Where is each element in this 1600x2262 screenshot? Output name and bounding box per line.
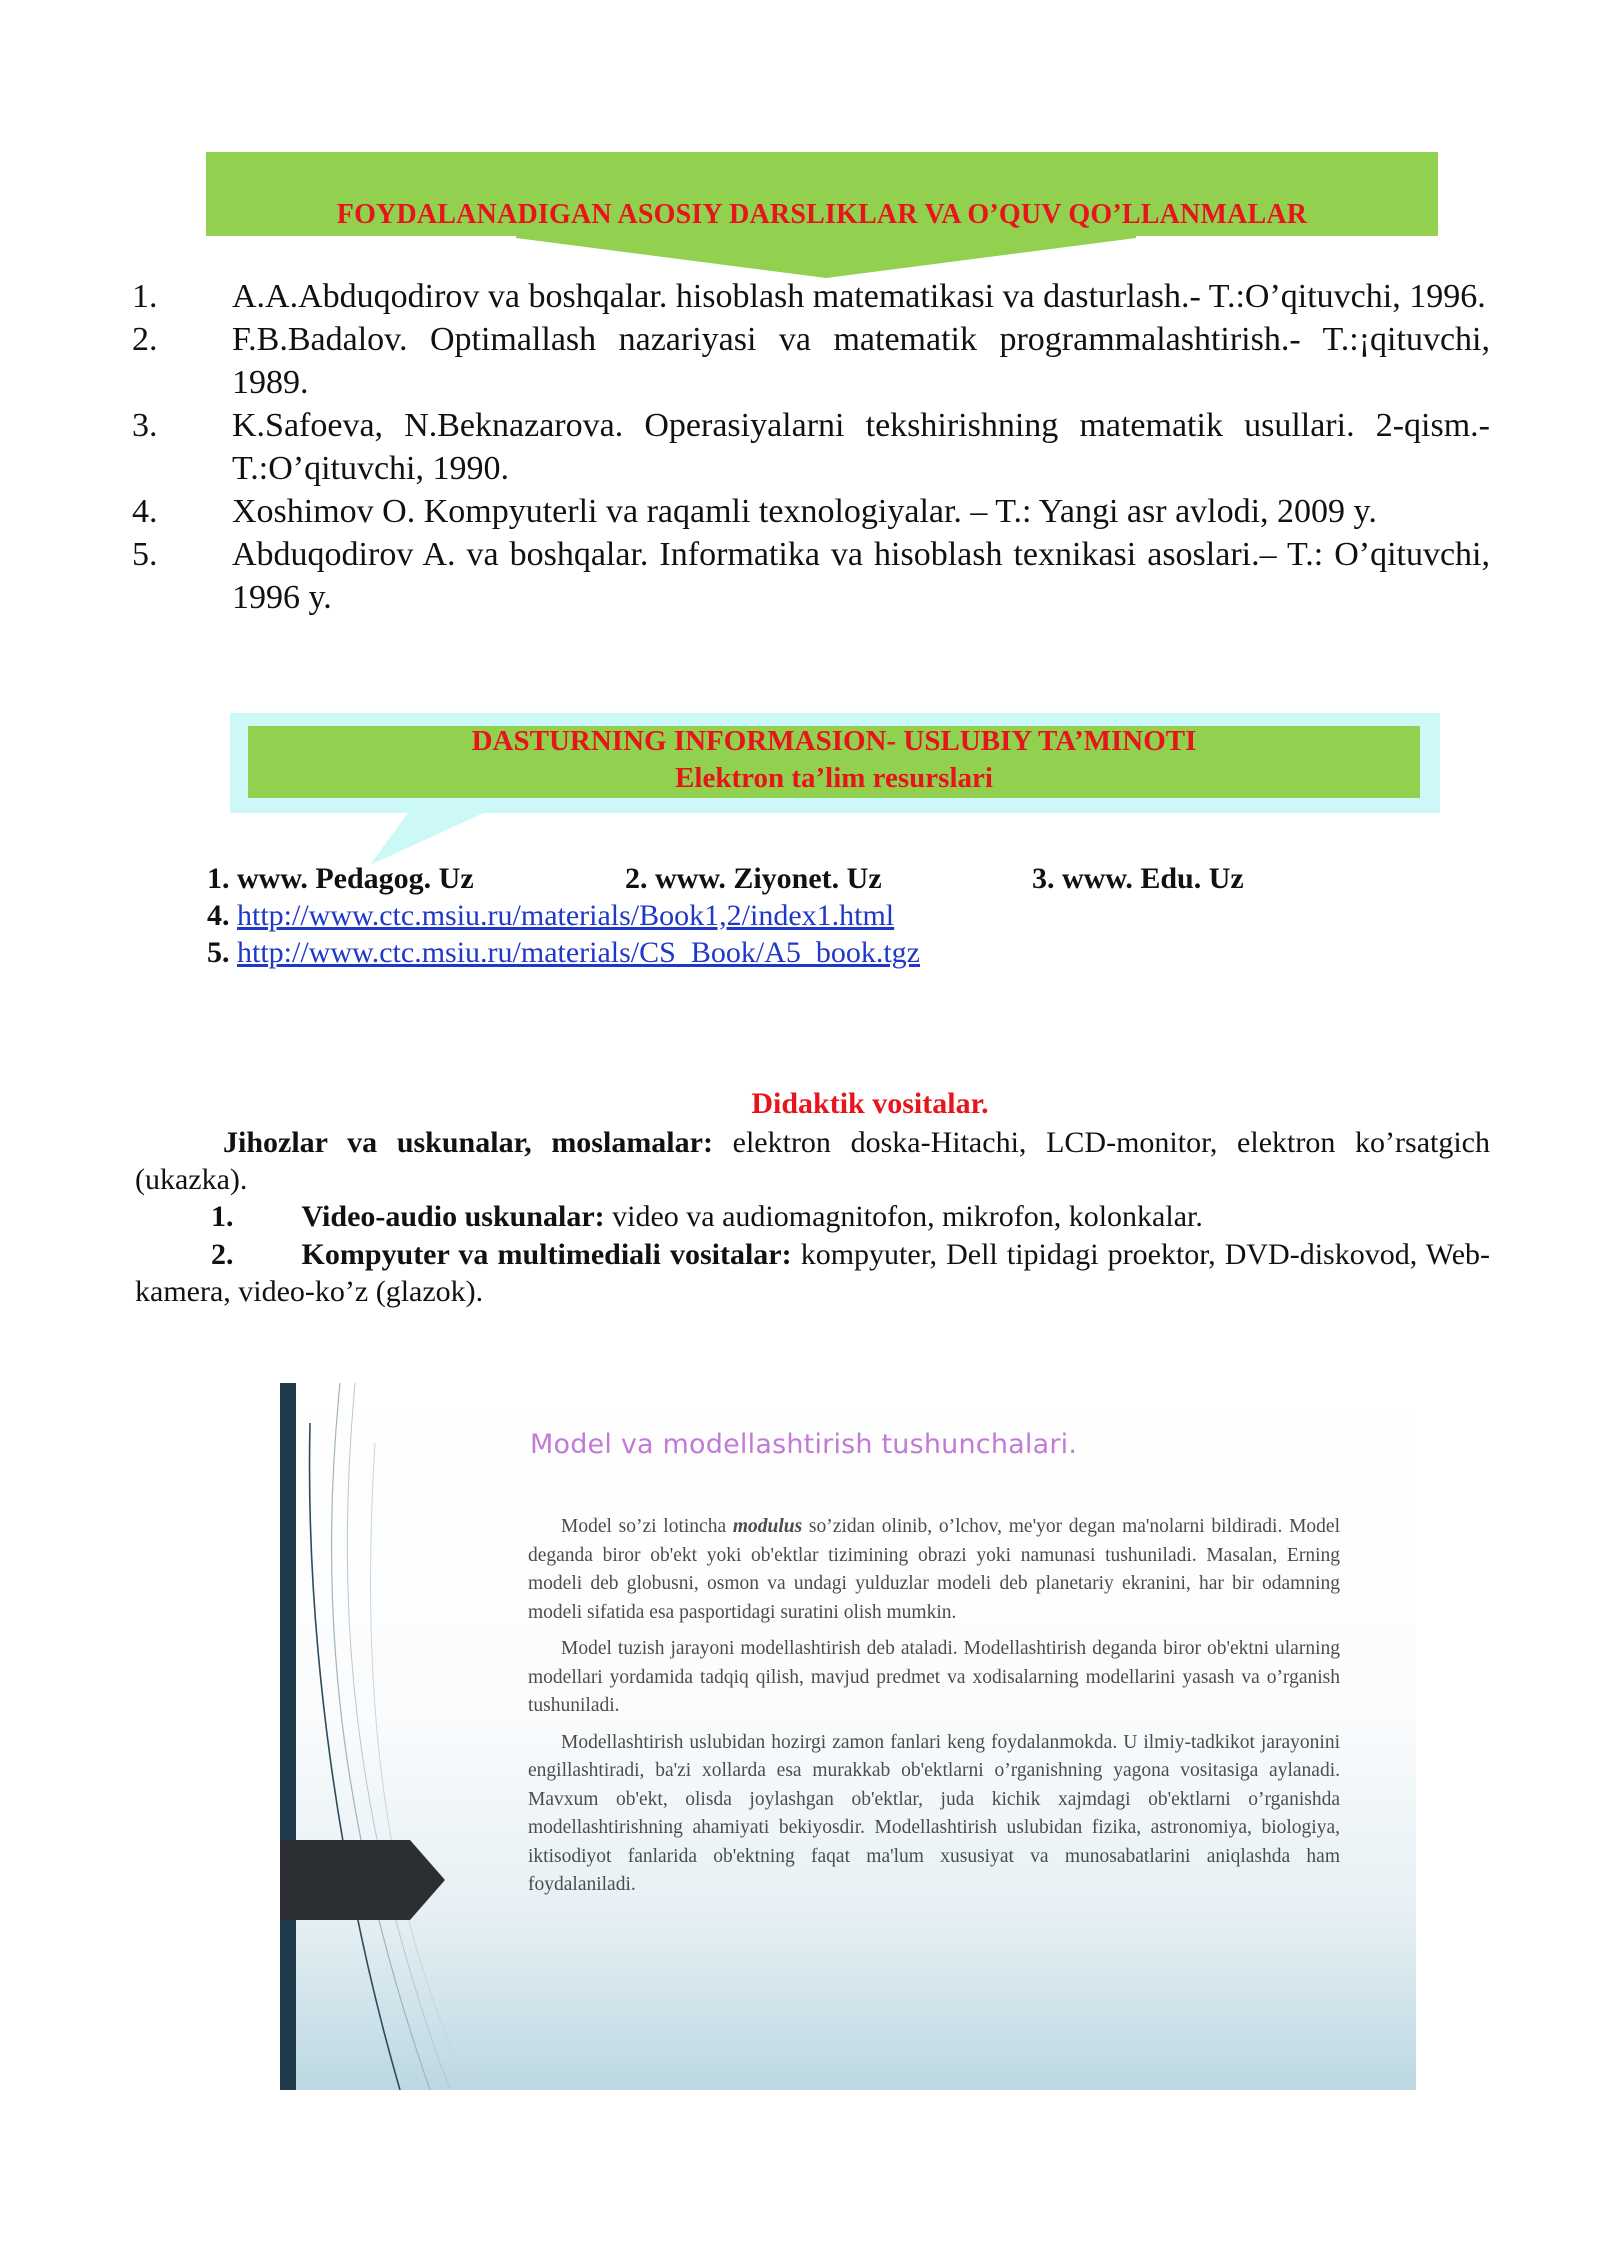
slide-title: Model va modellashtirish tushunchalari. <box>530 1429 1078 1460</box>
resource-number: 4. <box>207 899 230 932</box>
resource-item: 1. www. Pedagog. Uz <box>207 862 474 895</box>
list-number: 1. <box>211 1200 234 1233</box>
list-number: 5. <box>132 536 158 573</box>
list-number: 2. <box>132 321 158 358</box>
list-number: 1. <box>132 278 158 315</box>
heading-resources: DASTURNING INFORMASION- USLUBIY TA’MINOTI <box>471 725 1197 757</box>
subheading-resources: Elektron ta’lim resurslari <box>675 762 993 794</box>
slide-paragraph: Model so’zi lotincha modulus so’zidan olinib, o’lchov, me'yor degan ma'nolarni bildiradi. Model deganda biror ob'ekt yoki ob'ektlar tizimining obrazi yoki namunasi tushuniladi. Masalan, Erning modeli deb globusni, osmon va undagi yulduzlar modeli deb planetariy ekranini, har bir odamning modeli sifatida esa pasportidagi suratini olish mumkin. <box>528 1516 1340 1623</box>
callout-tail-shape <box>370 810 490 865</box>
list-item <box>132 318 1490 404</box>
resource-row <box>207 897 1307 934</box>
emphasis: modulus <box>732 1516 803 1537</box>
list-number: 3. <box>132 407 158 444</box>
list-item <box>132 404 1490 490</box>
list-text: K.Safoeva, N.Beknazarova. Operasiyalarni tekshirishning matematik usullari. 2-qism.-T.:O’qituvchi, 1990. <box>232 407 1490 487</box>
list-item <box>132 533 1490 619</box>
textbook-list <box>132 275 1490 619</box>
list-number: 4. <box>132 493 158 530</box>
section-title-didactic: Didaktik vositalar. <box>751 1087 989 1120</box>
list-number: 2. <box>211 1238 234 1271</box>
heading-textbooks: FOYDALANADIGAN ASOSIY DARSLIKLAR VA O’QUV QO’LLANMALAR <box>336 199 1308 230</box>
resource-link[interactable]: http://www.ctc.msiu.ru/materials/CS_Book/A5_book.tgz <box>237 936 920 969</box>
slide-body <box>528 1513 1340 1908</box>
bold-label: Video-audio uskunalar: <box>301 1200 605 1233</box>
slide-paragraph: Modellashtirish uslubidan hozirgi zamon fanlari keng foydalanmokda. U ilmiy-tadkikot jarayonini engillashtiradi, ba'zi xollarda esa murakkab ob'ektlarni o’rganishning yagona vositasiga aylanadi. Mavxum ob'ekt, olisda joylashgan ob'ektlar, juda kichik xajmdagi ob'ektlarni o’rganishda modellashtirishning ahamiyati bekiyosdir. Modellashtirish uslubidan fizika, astronomiya, biologiya, iktisodiyot fanlarida ob'ektning faqat ma'lum xususiyat va munosabatlarini aniqlashda ham foydalaniladi. <box>528 1731 1340 1895</box>
list-text: F.B.Badalov. Optimallash nazariyasi va matematik programmalashtirish.- T.:¡qituvchi, 1989. <box>232 321 1490 401</box>
slide-image <box>280 1383 1416 2090</box>
heading-banner-resources <box>248 726 1420 798</box>
paragraph-text: elektron doska-Hitachi, LCD-monitor, elektron ko’rsatgich (ukazka). <box>135 1126 1490 1196</box>
chevron-shape <box>280 1840 445 1920</box>
equipment-item <box>135 1236 1490 1310</box>
bold-label: Kompyuter va multimediali vositalar: <box>301 1238 792 1271</box>
bold-label: Jihozlar va uskunalar, moslamalar: <box>223 1126 713 1159</box>
banner-arrow-shape <box>516 236 1136 278</box>
heading-banner-textbooks <box>206 152 1438 236</box>
resource-item: 2. www. Ziyonet. Uz <box>625 862 882 895</box>
resource-link[interactable]: http://www.ctc.msiu.ru/materials/Book1,2/index1.html <box>237 899 895 932</box>
decorative-curves <box>280 1383 480 2090</box>
list-text: A.A.Abduqodirov va boshqalar. hisoblash matematikasi va dasturlash.- T.:O’qituvchi, 1996. <box>232 278 1486 315</box>
resource-row <box>207 934 1307 971</box>
paragraph-text: kompyuter, Dell tipidagi proektor, DVD-diskovod, Web-kamera, video-ko’z (glazok). <box>135 1238 1490 1308</box>
equipment-paragraph <box>135 1124 1490 1198</box>
slide-paragraph: Model tuzish jarayoni modellashtirish deb ataladi. Modellashtirish deganda biror ob'ektni ularning modellari yordamida tadqiq qilish, mavjud predmet va xodisalarning modellarini yasash va o’rganish tushuniladi. <box>528 1638 1340 1716</box>
resource-item: 3. www. Edu. Uz <box>1032 862 1244 895</box>
resource-list <box>207 860 1307 971</box>
list-item <box>132 490 1490 533</box>
resource-number: 5. <box>207 936 230 969</box>
resource-row <box>207 860 1307 897</box>
list-item <box>132 275 1490 318</box>
slide-left-bar <box>280 1383 296 2090</box>
paragraph-text: video va audiomagnitofon, mikrofon, kolonkalar. <box>604 1200 1203 1233</box>
list-text: Xoshimov O. Kompyuterli va raqamli texnologiyalar. – T.: Yangi asr avlodi, 2009 y. <box>232 493 1377 530</box>
equipment-item <box>135 1198 1490 1235</box>
list-text: Abduqodirov A. va boshqalar. Informatika va hisoblash texnikasi asoslari.– T.: O’qituvchi, 1996 y. <box>232 536 1490 616</box>
